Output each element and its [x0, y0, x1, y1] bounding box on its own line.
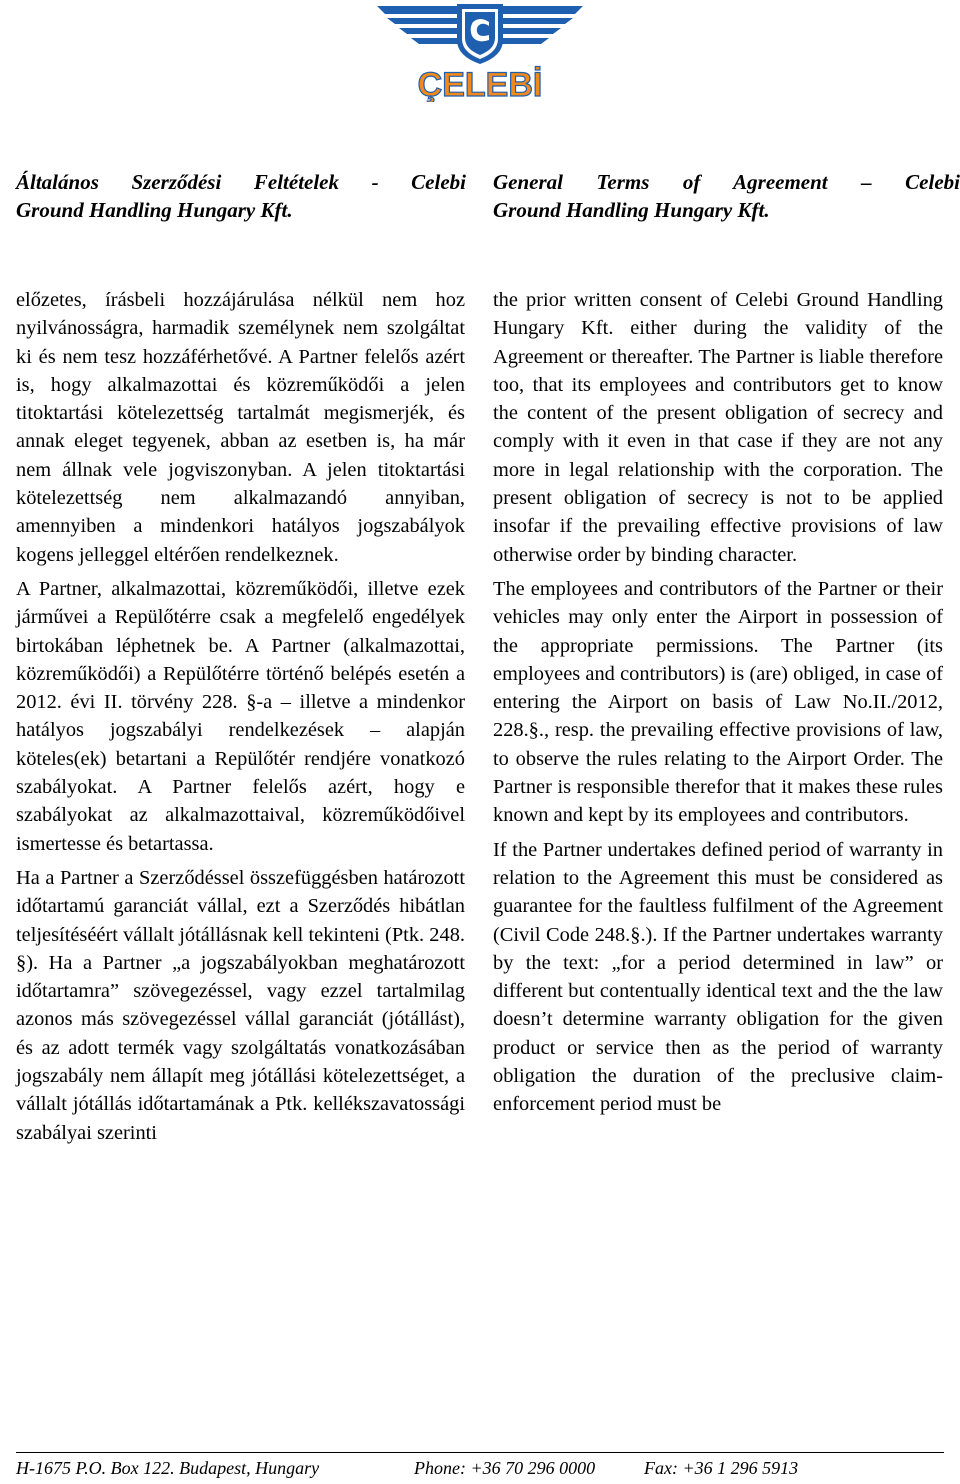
en-paragraph-confidentiality: the prior written consent of Celebi Ground Handling Hungary Kft. either during the validity of the Agreement or thereafter. The Partner is liable therefore too, that its employees and contributors get to know the content of the present obligation of secrecy and comply with it even in that case if they are not any more in legal relationship with the corporation. The present obligation of secrecy is not to be applied insofar if the prevailing effective provisions of law otherwise order by binding character. [493, 289, 943, 566]
header-left-line1: Általános Szerződési Feltételek - Celebi [16, 170, 466, 194]
header-left-line2: Ground Handling Hungary Kft. [16, 198, 293, 222]
footer-phone: Phone: +36 70 296 0000 [414, 1458, 596, 1478]
hu-paragraph-warranty: Ha a Partner a Szerződéssel összefüggésben határozott időtartamú garanciát vállal, ezt a Szerződés hibátlan teljesítéséért vállalt jótállásnak kell tekinteni (Ptk. 248. §). Ha a Partner „a jogszabályokban meghatározott időtartamra” szövegezéssel, vagy ezzel tartalmilag azonos más szövegezéssel vállal garanciát (jótállást), és az adott termék vagy szolgáltatás vonatkozásában jogszabály nem állapít meg jótállási kötelezettséget, a vállalt jótállás időtartamának a Ptk. kellékszavatossági szabályai szerinti [16, 866, 465, 1144]
footer-divider [16, 1452, 944, 1453]
header-right-line1: General Terms of Agreement – Celebi [493, 170, 960, 194]
en-paragraph-warranty: If the Partner undertakes defined period of warranty in relation to the Agreement this must be considered as guarantee for the faultless fulfilment of the Agreement (Civil Code 248.§.). If the Partner undertakes warranty by the text: „for a period determined in law” or different but contentually identical text and the the law doesn’t determine warranty obligation for the given product or service then as the period of warranty obligation the duration of the preclusive claim-enforcement period must be [493, 838, 943, 1116]
celebi-logo [373, 2, 587, 102]
en-paragraph-airport-entry: The employees and contributors of the Partner or their vehicles may only enter the Airport in possession of the appropriate permissions. The Partner (its employees and contributors) is (are) obliged, in case of entering the Airport on basis of Law No.II./2012, 228.§., resp. the prevailing effective provisions of law, to observe the rules relating to the Airport Order. The Partner is responsible therefor that it makes these rules known and kept by its employees and contributors. [493, 577, 943, 827]
footer-fax: Fax: +36 1 296 5913 [644, 1458, 799, 1478]
document-header [16, 168, 960, 228]
english-column [493, 286, 943, 1125]
header-title-hungarian [16, 168, 466, 224]
celebi-logo-icon [373, 2, 587, 102]
header-right-line2: Ground Handling Hungary Kft. [493, 198, 770, 222]
footer-address: H-1675 P.O. Box 122. Budapest, Hungary [16, 1458, 320, 1478]
hu-paragraph-confidentiality: előzetes, írásbeli hozzájárulása nélkül nem hoz nyilvánosságra, harmadik személynek nem szolgáltat ki és nem tesz hozzáférhetővé. A Partner felelős azért is, hogy alkalmazottai és közreműködői a jelen titoktartási kötelezettség tartalmát megismerjék, és annak eleget tegyenek, abban az esetben is, ha már nem állnak vele jogviszonyban. A jelen titoktartási kötelezettség nem alkalmazandó annyiban, amennyiben a mindenkori hatályos jogszabályok kogens jelleggel eltérően rendelkeznek. [16, 289, 465, 566]
hungarian-column [16, 286, 465, 1153]
logo-wordmark: ÇELEBİ [417, 66, 543, 102]
hu-paragraph-airport-entry: A Partner, alkalmazottai, közreműködői, illetve ezek járművei a Repülőtérre csak a megfelelő engedélyek birtokában léphetnek be. A Partner (alkalmazottai, közreműködői) a Repülőtérre történő belépés esetén a 2012. évi II. törvény 228. §-a – illetve a mindenkor hatályos jogszabályi rendelkezések – alapján köteles(ek) betartani a Repülőtér rendjére vonatkozó szabályokat. A Partner felelős azért, hogy e szabályokat az alkalmazottaival, közreműködőivel ismertesse és betartassa. [16, 577, 465, 855]
header-title-english [493, 168, 960, 224]
